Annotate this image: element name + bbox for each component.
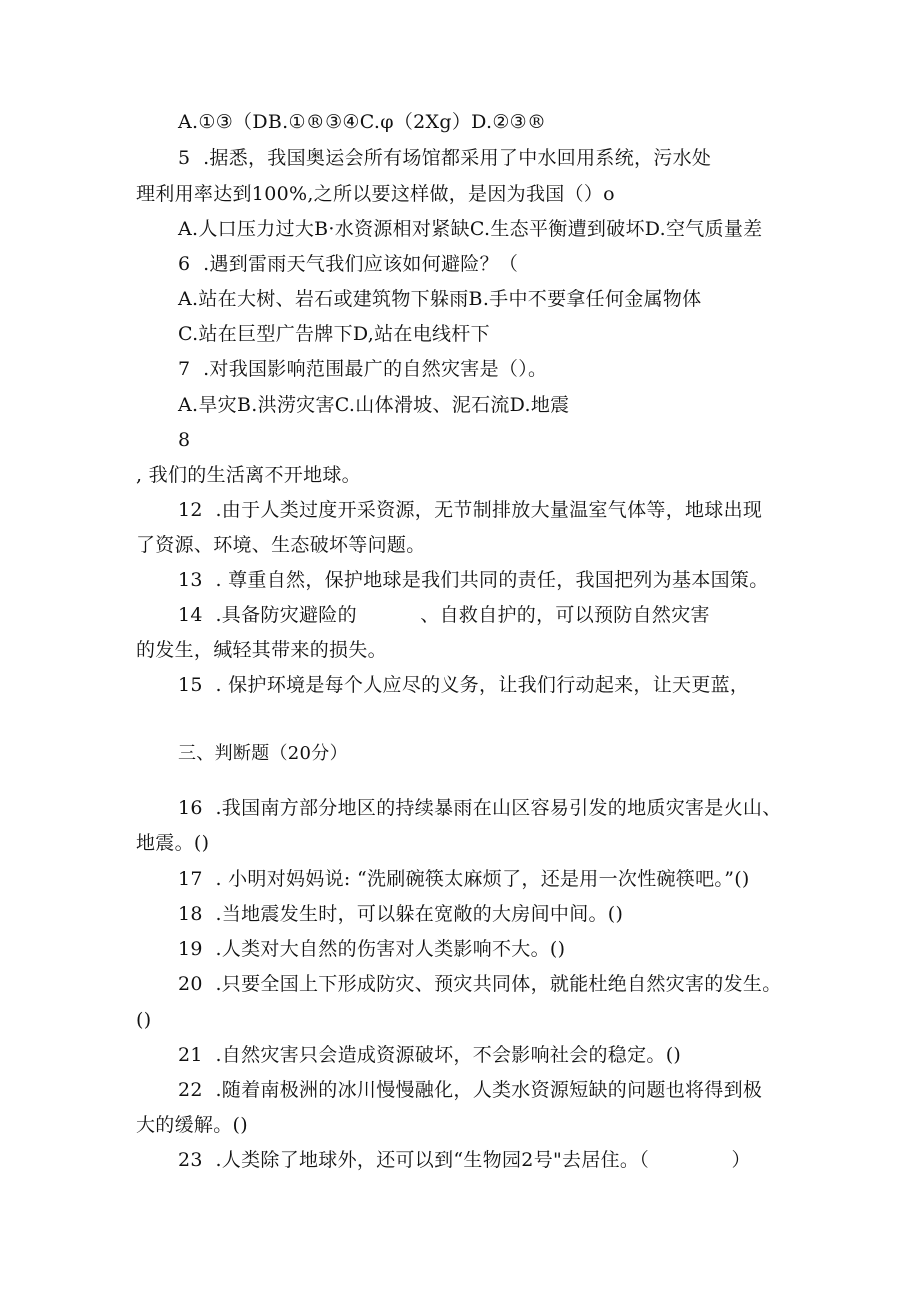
- q6-options-a-b: A.站在大树、岩石或建筑物下躲雨B.手中不要拿任何金属物体: [178, 288, 702, 310]
- q4-options: A.①③（DB.①®③④C.φ（2Xg）D.②③®: [178, 111, 547, 133]
- q16-stem-cont: 地震。(): [136, 832, 210, 854]
- q16-stem: 16 .我国南方部分地区的持续暴雨在山区容易引发的地质灾害是火山、: [178, 797, 782, 819]
- q19-stem: 19 .人类对大自然的伤害对人类影响不大。(): [178, 938, 566, 960]
- q8-text: , 我们的生活离不开地球。: [136, 464, 361, 486]
- q7-stem: 7 .对我国影响范围最广的自然灾害是（）。: [178, 358, 548, 380]
- q12-stem: 12 .由于人类过度开采资源，无节制排放大量温室气体等，地球出现: [178, 499, 763, 521]
- q15-stem: 15 . 保护环境是每个人应尽的义务，让我们行动起来，让天更蓝，: [178, 674, 750, 696]
- q22-stem-cont: 大的缓解。(): [136, 1114, 248, 1136]
- q20-stem: 20 .只要全国上下形成防灾、预灾共同体，就能杜绝自然灾害的发生。: [178, 973, 782, 995]
- q21-stem: 21 .自然灾害只会造成资源破坏，不会影响社会的稳定。(): [178, 1044, 682, 1066]
- q5-options: A.人口压力过大B·水资源相对紧缺C.生态平衡遭到破坏D.空气质量差: [178, 218, 763, 240]
- q22-stem: 22 .随着南极洲的冰川慢慢融化，人类水资源短缺的问题也将得到极: [178, 1079, 763, 1101]
- q17-stem: 17 . 小明对妈妈说: “洗刷碗筷太麻烦了，还是用一次性碗筷吧。”(): [178, 868, 750, 890]
- q14-stem: 14 .具备防灾避险的 、自救自护的，可以预防自然灾害: [178, 604, 710, 626]
- q7-options: A.旱灾B.洪涝灾害C.山体滑坡、泥石流D.地震: [178, 394, 570, 416]
- q20-stem-cont: (): [136, 1009, 152, 1031]
- q8-number: 8: [178, 429, 191, 451]
- q23-stem: 23 .人类除了地球外，还可以到“生物园2号"去居住。（ ）: [178, 1149, 751, 1171]
- q12-stem-cont: 了资源、环境、生态破坏等问题。: [136, 534, 426, 556]
- q14-stem-cont: 的发生，缄轻其带来的损失。: [136, 639, 387, 661]
- q6-stem: 6 .遇到雷雨天气我们应该如何避险？（: [178, 253, 519, 275]
- q13-stem: 13 . 尊重自然，保护地球是我们共同的责任，我国把列为基本国策。: [178, 569, 769, 591]
- q6-options-c-d: C.站在巨型广告牌下D,站在电线杆下: [178, 323, 490, 345]
- q5-stem-cont: 理利用率达到100%,之所以要这样做，是因为我国（）o: [136, 183, 615, 205]
- q5-stem: 5 .据悉，我国奥运会所有场馆都采用了中水回用系统，污水处: [178, 147, 712, 169]
- q18-stem: 18 .当地震发生时，可以躲在宽敞的大房间中间。(): [178, 903, 624, 925]
- section-three-heading: 三、判断题（20分）: [178, 743, 348, 764]
